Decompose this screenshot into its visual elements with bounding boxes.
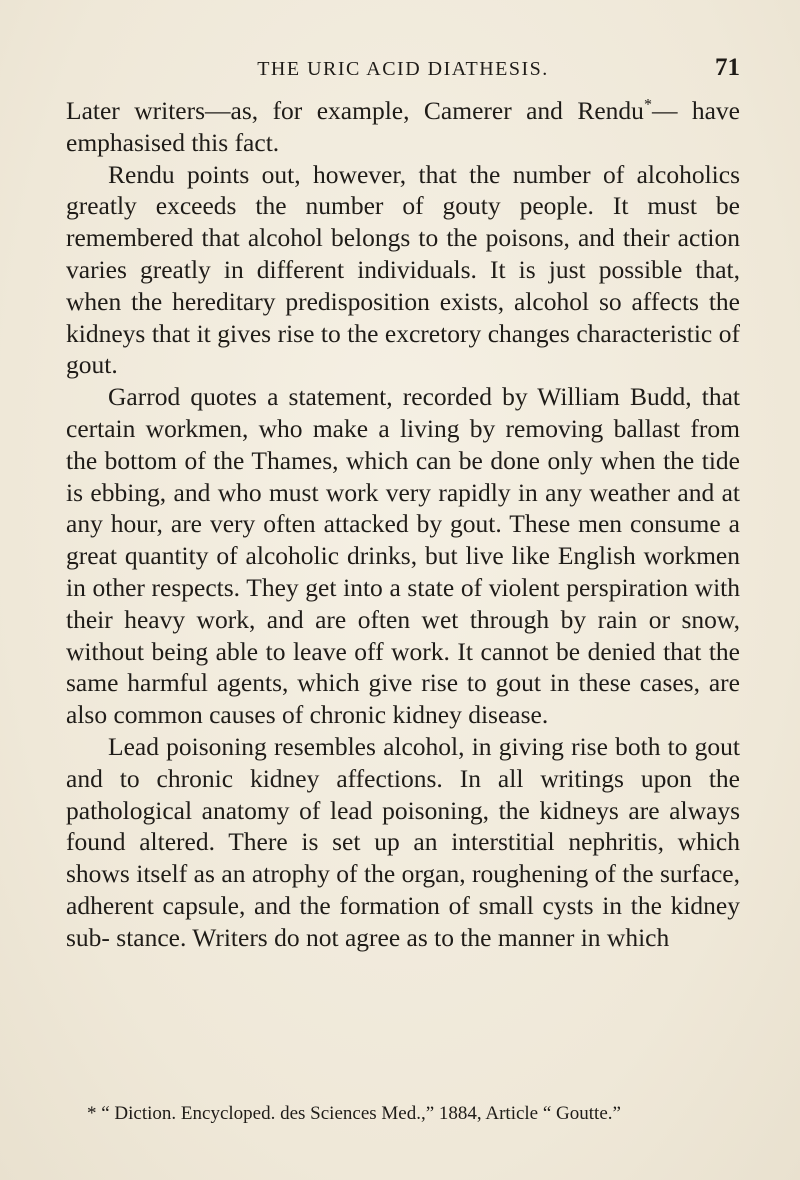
paragraph-1-text-end: — have emphasised this fact.: [66, 96, 741, 157]
paragraph-1-text: Later writers—as, for example, Camerer and Rendu: [66, 96, 644, 125]
footnote: * “ Diction. Encycloped. des Sciences Med.,” 1884, Article “ Goutte.”: [87, 1103, 621, 1124]
paragraph-2: Rendu points out, however, that the number of alcoholics greatly exceeds the number of gouty people. It must be remembered that alcohol belongs to the poisons, and their action varies greatly in different individuals. It is just possible that, when the hereditary predisposition exists, alcohol so affects the kidneys that it gives rise to the excretory changes characteristic of gout.: [66, 159, 740, 380]
footnote-reference-mark: *: [643, 96, 652, 114]
paragraph-3: Garrod quotes a statement, recorded by William Budd, that certain workmen, who make a living by removing ballast from the bottom of the Thames, which can be done only when the tide is ebbing, and who must work very rapidly in any weather and at any hour, are very often attacked by gout. These men consume a great quantity of alcoholic drinks, but live like English workmen in other respects. They get into a state of violent perspiration with their heavy work, and are often wet through by rain or snow, without being able to leave off work. It cannot be denied that the same harmful agents, which give rise to gout in these cases, are also common causes of chronic kidney disease.: [66, 382, 740, 730]
page-number: 71: [715, 54, 740, 81]
running-head: [66, 54, 740, 88]
body-text: [66, 95, 740, 954]
running-title: THE URIC ACID DIATHESIS.: [257, 58, 549, 80]
paragraph-4: Lead poisoning resembles alcohol, in giving rise both to gout and to chronic kidney affections. In all writings upon the pathological anatomy of lead poisoning, the kidneys are always found altered. There is set up an interstitial nephritis, which shows itself as an atrophy of the organ, roughening of the surface, adherent capsule, and the formation of small cysts in the kidney sub- stance. Writers do not agree as to the manner in which: [66, 731, 740, 952]
paragraph-1: [66, 95, 740, 159]
